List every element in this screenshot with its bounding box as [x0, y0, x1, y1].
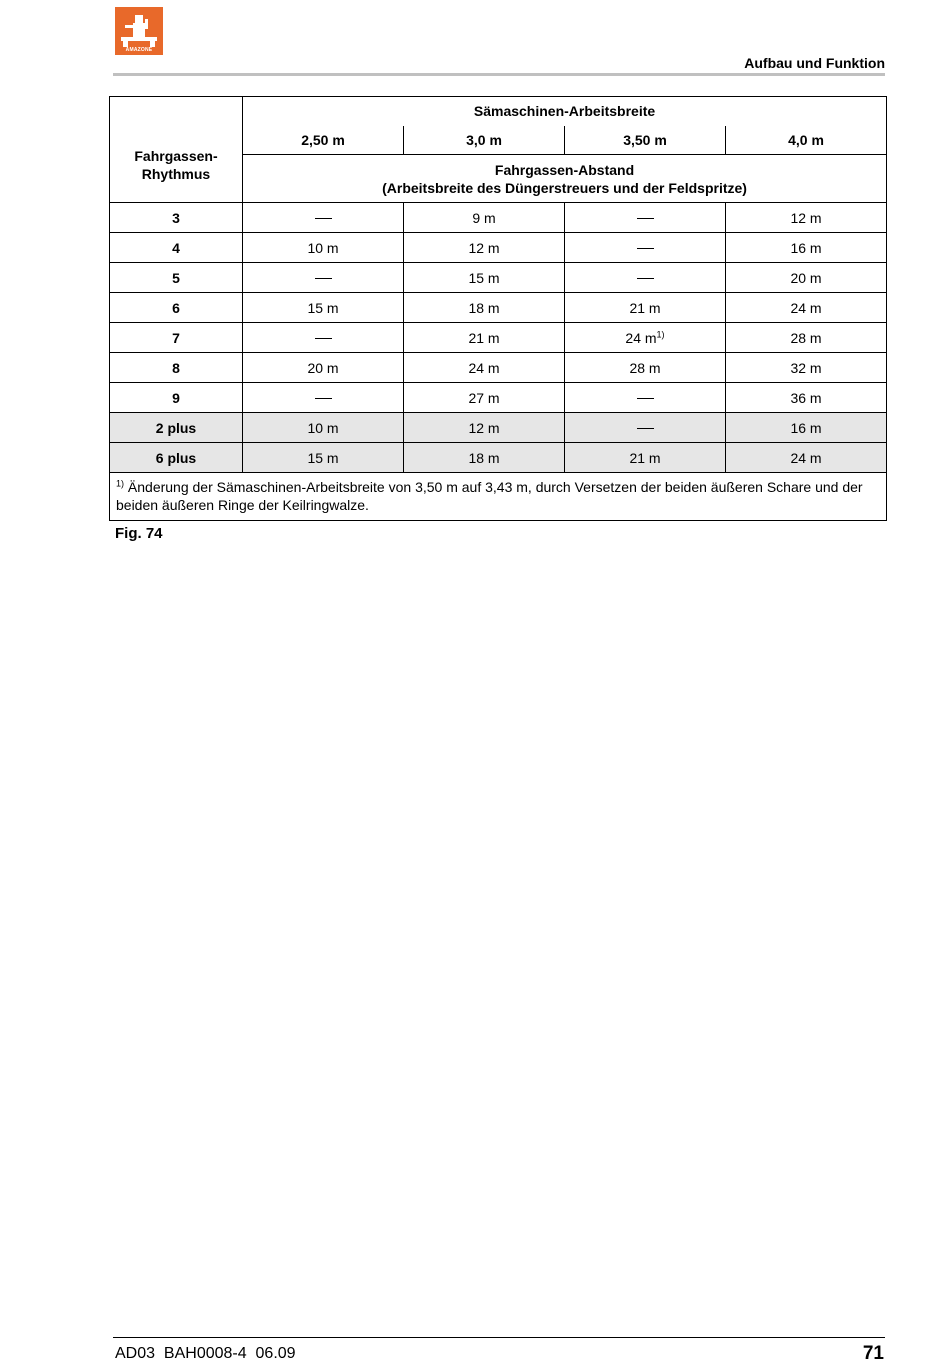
amazone-logo [115, 7, 163, 55]
page-number: 71 [862, 1343, 884, 1364]
spacing-value-cell [565, 323, 726, 353]
width-col-header: 3,0 m [404, 126, 565, 155]
rhythm-cell: 7 [110, 323, 243, 353]
spacing-group-header [243, 155, 887, 203]
spacing-value-cell [726, 413, 887, 443]
spacing-value: 10 m [307, 239, 339, 256]
spacing-value-cell [726, 353, 887, 383]
spacing-value: 20 m [790, 269, 822, 286]
spacing-value-cell [404, 413, 565, 443]
spacing-value-cell [243, 443, 404, 473]
spacing-value-cell [565, 293, 726, 323]
table-row [110, 323, 887, 353]
rhythm-cell: 5 [110, 263, 243, 293]
table-row [110, 203, 887, 233]
spacing-header-line1: Fahrgassen-Abstand [494, 161, 635, 178]
spacing-value-cell [404, 293, 565, 323]
spacing-value: 27 m [468, 389, 500, 406]
table-row [110, 263, 887, 293]
spacing-value: 24 m [625, 329, 657, 346]
header-rule [113, 73, 885, 76]
table-row [110, 353, 887, 383]
table-row [110, 413, 887, 443]
spacing-value: 15 m [307, 299, 339, 316]
spacing-value-cell [404, 443, 565, 473]
empty-value-cell [243, 323, 404, 353]
spacing-value-cell [243, 293, 404, 323]
empty-value-cell [565, 413, 726, 443]
spacing-value: 24 m [468, 359, 500, 376]
corner-header-text: Fahrgassen- Rhythmus [134, 147, 218, 182]
spacing-value-cell [726, 293, 887, 323]
rhythm-cell: 8 [110, 353, 243, 383]
spacing-value: 21 m [629, 449, 661, 466]
dash-mark [637, 428, 654, 429]
spacing-value-cell [565, 443, 726, 473]
spacing-value: 24 m [790, 449, 822, 466]
dash-mark [315, 338, 332, 339]
corner-header [110, 97, 243, 203]
spacing-value: 21 m [468, 329, 500, 346]
spacing-value-cell [565, 353, 726, 383]
spacing-value-cell [726, 203, 887, 233]
spacing-value-cell [404, 323, 565, 353]
spacing-value-cell [404, 353, 565, 383]
table-row [110, 233, 887, 263]
empty-value-cell [565, 383, 726, 413]
spacing-value: 20 m [307, 359, 339, 376]
rhythm-cell: 6 plus [110, 443, 243, 473]
width-group-header: Sämaschinen-Arbeitsbreite [243, 97, 887, 126]
spacing-value: 21 m [629, 299, 661, 316]
spacing-value: 10 m [307, 419, 339, 436]
rhythm-cell: 3 [110, 203, 243, 233]
spacing-value: 28 m [629, 359, 661, 376]
footnote-ref: 1) [656, 328, 665, 339]
spacing-value: 28 m [790, 329, 822, 346]
spacing-value: 32 m [790, 359, 822, 376]
spacing-value: 18 m [468, 299, 500, 316]
spacing-value-cell [726, 383, 887, 413]
spacing-header-line2: (Arbeitsbreite des Düngerstreuers und der Feldspritze) [382, 179, 747, 196]
section-title: Aufbau und Funktion [744, 55, 885, 71]
spacing-value: 18 m [468, 449, 500, 466]
rhythm-cell: 2 plus [110, 413, 243, 443]
width-col-header: 2,50 m [243, 126, 404, 155]
spacing-value-cell [404, 203, 565, 233]
empty-value-cell [243, 263, 404, 293]
spacing-value: 12 m [468, 239, 500, 256]
spacing-value-cell [404, 263, 565, 293]
width-col-header: 4,0 m [726, 126, 887, 155]
logo-text: AMAZONE [125, 47, 153, 53]
empty-value-cell [565, 203, 726, 233]
dash-mark [315, 278, 332, 279]
spacing-value: 9 m [472, 209, 496, 226]
dash-mark [315, 398, 332, 399]
spacing-value: 16 m [790, 419, 822, 436]
footer-rule [113, 1337, 885, 1338]
figure-label: Fig. 74 [115, 525, 163, 542]
dash-mark [637, 398, 654, 399]
rhythm-cell: 4 [110, 233, 243, 263]
spacing-value: 15 m [307, 449, 339, 466]
doc-code: AD03 BAH0008-4 06.09 [115, 1345, 296, 1362]
spacing-value-cell [404, 233, 565, 263]
table-body [110, 203, 887, 473]
spacing-value-cell [726, 263, 887, 293]
footnote-marker: 1) [116, 478, 125, 489]
spacing-value-cell [404, 383, 565, 413]
dash-mark [637, 218, 654, 219]
empty-value-cell [243, 203, 404, 233]
spacing-value: 24 m [790, 299, 822, 316]
fahrgassen-table [109, 96, 887, 521]
empty-value-cell [565, 233, 726, 263]
footnote-text: Änderung der Sämaschinen-Arbeitsbreite von 3,50 m auf 3,43 m, durch Versetzen der beiden äußeren Schare und der beiden äußeren Ringe der Keilringwalze. [116, 479, 863, 513]
spacing-value: 36 m [790, 389, 822, 406]
width-col-header: 3,50 m [565, 126, 726, 155]
table-row [110, 383, 887, 413]
table-row [110, 293, 887, 323]
footnote-cell [110, 473, 887, 521]
spacing-value-cell [726, 233, 887, 263]
dash-mark [315, 218, 332, 219]
spacing-value-cell [243, 233, 404, 263]
spacing-value: 12 m [790, 209, 822, 226]
spacing-value-cell [243, 413, 404, 443]
dash-mark [637, 278, 654, 279]
spacing-value: 16 m [790, 239, 822, 256]
rhythm-cell: 9 [110, 383, 243, 413]
spacing-value-cell [726, 443, 887, 473]
spacing-value-cell [243, 353, 404, 383]
empty-value-cell [565, 263, 726, 293]
rhythm-cell: 6 [110, 293, 243, 323]
table-row [110, 443, 887, 473]
spacing-value: 15 m [468, 269, 500, 286]
dash-mark [637, 248, 654, 249]
spacing-value: 12 m [468, 419, 500, 436]
empty-value-cell [243, 383, 404, 413]
spacing-value-cell [726, 323, 887, 353]
